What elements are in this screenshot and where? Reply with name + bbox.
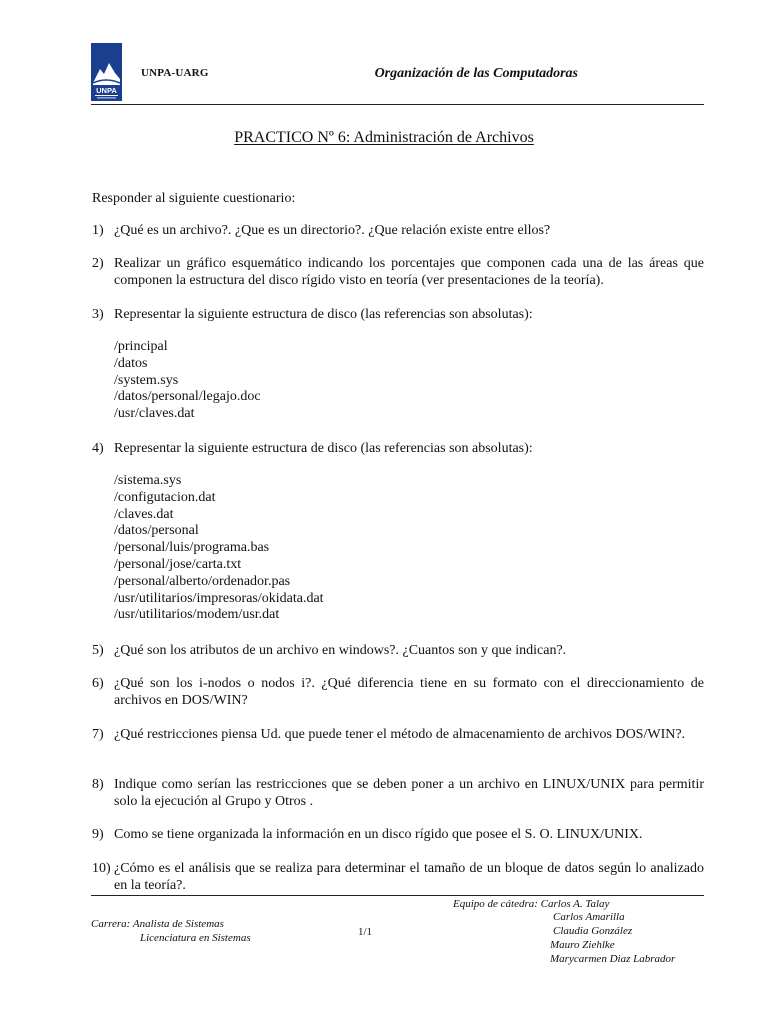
path-item: /datos/personal bbox=[114, 523, 199, 539]
path-item: /personal/jose/carta.txt bbox=[114, 556, 242, 572]
path-list-q3 bbox=[114, 339, 261, 423]
question-number: 8) bbox=[92, 777, 104, 792]
question-text: Representar la siguiente estructura de disco (las referencias son absolutas): bbox=[114, 307, 533, 322]
path-item: /claves.dat bbox=[114, 506, 174, 522]
page-number: 1/1 bbox=[358, 926, 373, 938]
footer-team-member: Claudia González bbox=[553, 925, 633, 937]
header-institution: UNPA-UARG bbox=[141, 67, 209, 79]
question-text: ¿Qué son los atributos de un archivo en windows?. ¿Cuantos son y que indican?. bbox=[114, 643, 567, 658]
header-course: Organización de las Computadoras bbox=[374, 66, 578, 81]
question-2 bbox=[92, 255, 704, 289]
question-number: 4) bbox=[92, 441, 104, 456]
path-item: /usr/utilitarios/modem/usr.dat bbox=[114, 607, 280, 623]
question-7 bbox=[92, 726, 704, 743]
unpa-logo bbox=[91, 43, 122, 101]
header-rule bbox=[91, 104, 704, 105]
question-number: 6) bbox=[92, 676, 104, 691]
question-text: Representar la siguiente estructura de disco (las referencias son absolutas): bbox=[114, 441, 533, 456]
path-item: /usr/utilitarios/impresoras/okidata.dat bbox=[114, 590, 324, 606]
footer-career-2: Licenciatura en Sistemas bbox=[140, 932, 251, 944]
question-number: 3) bbox=[92, 307, 104, 322]
footer-team-member: Carlos Amarilla bbox=[553, 911, 625, 923]
question-number: 9) bbox=[92, 827, 104, 842]
path-item: /personal/luis/programa.bas bbox=[114, 540, 270, 556]
footer-team-label: Equipo de cátedra: Carlos A. Talay bbox=[453, 898, 610, 910]
question-6 bbox=[92, 675, 704, 709]
path-item: /usr/claves.dat bbox=[114, 406, 195, 422]
question-text: ¿Qué es un archivo?. ¿Que es un directorio?. ¿Que relación existe entre ellos? bbox=[114, 223, 551, 238]
footer-team-member: Mauro Ziehlke bbox=[550, 939, 615, 951]
path-item: /sistema.sys bbox=[114, 473, 182, 488]
page-title bbox=[0, 129, 768, 147]
question-number: 1) bbox=[92, 223, 104, 238]
question-8 bbox=[92, 776, 704, 810]
footer-career-1: Carrera: Analista de Sistemas bbox=[91, 918, 224, 930]
page-title-text: PRACTICO Nº 6: Administración de Archivos bbox=[234, 129, 534, 146]
question-number: 10) bbox=[92, 861, 111, 876]
intro-text: Responder al siguiente cuestionario: bbox=[92, 191, 296, 206]
question-text: Realizar un gráfico esquemático indicando los porcentajes que componen cada una de las áreas que componen la estructura del disco rígido visto en teoría (ver presentaciones de la teoría). bbox=[114, 256, 704, 288]
path-item: /system.sys bbox=[114, 372, 179, 388]
question-10 bbox=[92, 860, 704, 894]
question-1 bbox=[92, 222, 704, 239]
logo-text: UNPA bbox=[96, 86, 117, 95]
path-list-q4 bbox=[114, 473, 324, 624]
question-text: ¿Qué restricciones piensa Ud. que puede tener el método de almacenamiento de archivos DOS/WIN?. bbox=[114, 727, 686, 742]
question-4 bbox=[92, 440, 704, 457]
question-text: ¿Cómo es el análisis que se realiza para determinar el tamaño de un bloque de datos según lo analizado en la teoría?. bbox=[114, 861, 704, 893]
path-item: /configutacion.dat bbox=[114, 489, 216, 505]
path-item: /principal bbox=[114, 339, 168, 354]
question-9 bbox=[92, 826, 704, 843]
path-item: /datos/personal/legajo.doc bbox=[114, 389, 261, 405]
question-text: ¿Qué son los i-nodos o nodos i?. ¿Qué diferencia tiene en su formato con el direccionamiento de archivos en DOS/WIN? bbox=[114, 676, 704, 708]
footer-rule bbox=[91, 895, 704, 896]
path-item: /datos bbox=[114, 355, 148, 371]
question-number: 5) bbox=[92, 643, 104, 658]
question-3 bbox=[92, 306, 704, 323]
question-text: Como se tiene organizada la información en un disco rígido que posee el S. O. LINUX/UNIX. bbox=[114, 827, 643, 842]
footer-team-member: Marycarmen Diaz Labrador bbox=[550, 953, 676, 965]
path-item: /personal/alberto/ordenador.pas bbox=[114, 573, 291, 589]
question-5 bbox=[92, 642, 704, 659]
question-number: 2) bbox=[92, 256, 104, 271]
question-number: 7) bbox=[92, 727, 104, 742]
question-text: Indique como serían las restricciones que se deben poner a un archivo en LINUX/UNIX para permitir solo la ejecución al Grupo y Otros . bbox=[114, 777, 704, 809]
